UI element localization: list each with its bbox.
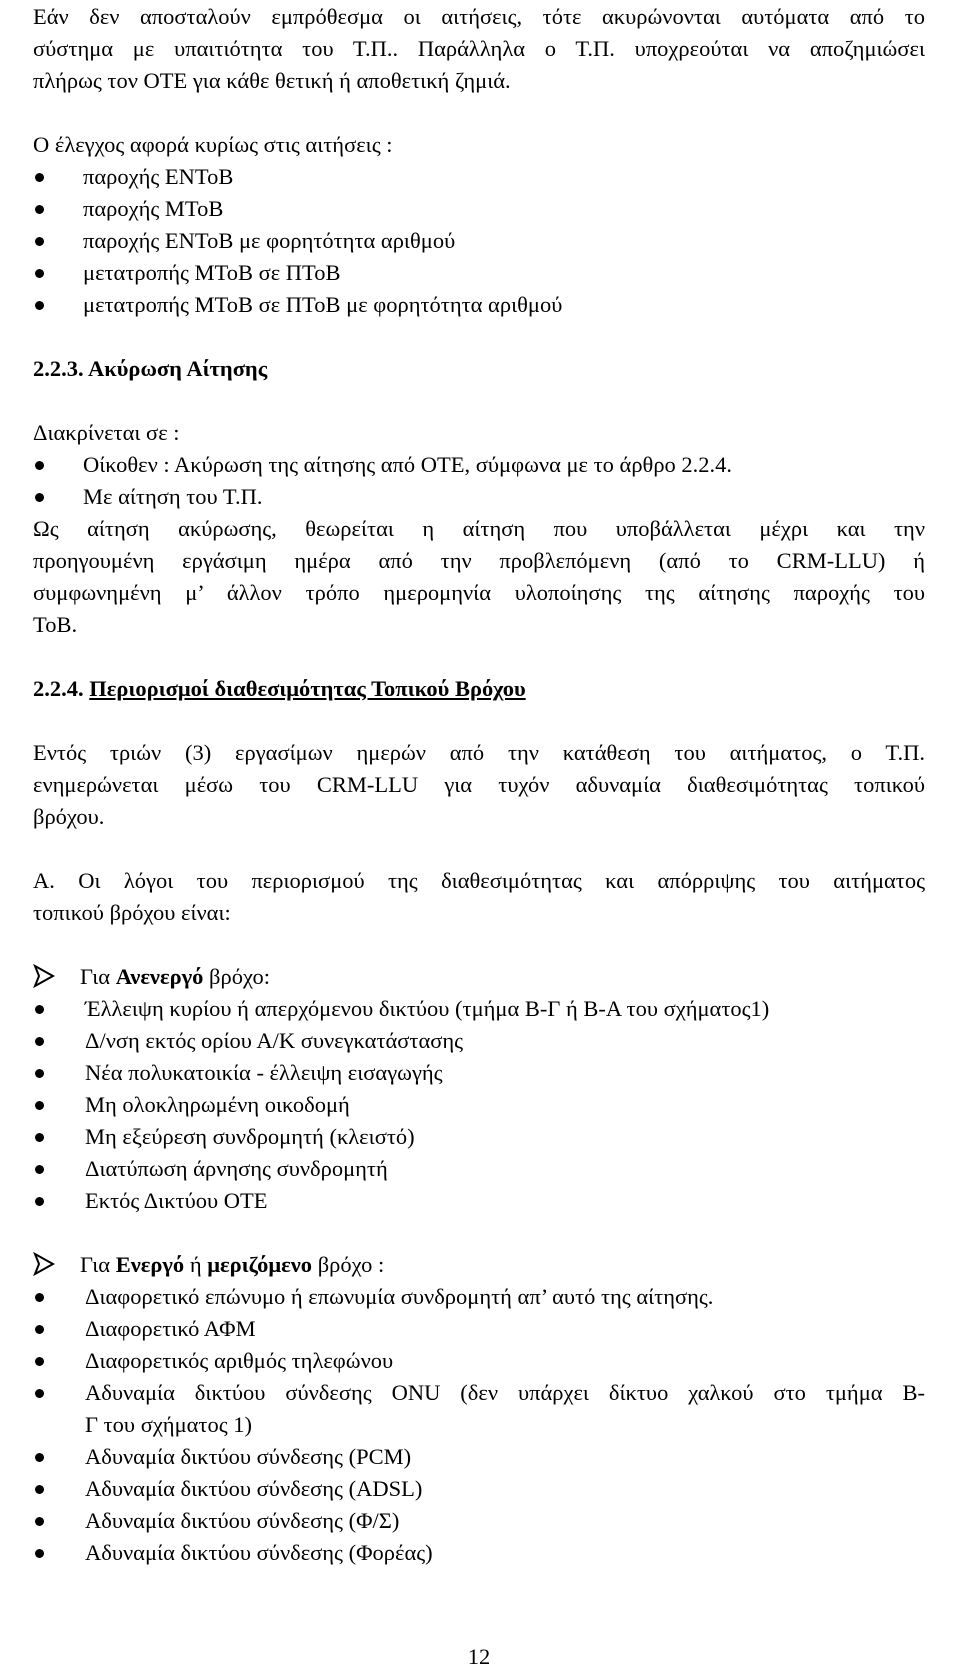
bullet-icon: [35, 1101, 44, 1110]
reasons-line-2: τοπικού βρόχου είναι:: [33, 900, 231, 925]
bullet-icon: [35, 1517, 44, 1526]
bullet-icon: [35, 1389, 44, 1398]
intro-line-1: Εάν δεν αποσταλούν εμπρόθεσμα οι αιτήσεις, τότε ακυρώνονται αυτόματα από το: [33, 4, 925, 29]
cancel-para-line-3: συμφωνημένη μ’ άλλον τρόπο ημερομηνία υλοποίησης της αίτησης παροχής του: [33, 580, 925, 605]
document-page: Εάν δεν αποσταλούν εμπρόθεσμα οι αιτήσεις, τότε ακυρώνονται αυτόματα από το σύστημα με υπαιτιότητα του Τ.Π.. Παράλληλα ο Τ.Π. υποχρεούται να αποζημιώσει πλήρως τον ΟΤΕ για κάθε θετική ή αποθετική ζημιά. Ο έλεγχος αφορά κυρίως στις αιτήσεις : παροχής ΕΝΤοΒ παροχής ΜΤοΒ παροχής ΕΝΤοΒ με φορητότητα αριθμού μετατροπής ΜΤοΒ σε ΠΤοΒ μετατροπής ΜΤοΒ σε ΠΤοΒ με φορητότητα αριθμού 2.2.3. Ακύρωση Αίτησης Διακρίνεται σε : Οίκοθεν : Ακύρωση της αίτησης από ΟΤΕ, σύμφωνα με το άρθρο 2.2.4. Με αίτηση του Τ.Π. Ως αίτηση ακύρωσης, θεωρείται η αίτηση που υποβάλλεται μέχρι και την προηγουμένη εργάσιμη ημέρα από την προβλεπόμενη (από το CRM-LLU) ή συμφωνημένη μ’ άλλον τρόπο ημερομηνία υλοποίησης της αίτησης παροχής του ΤοΒ. 2.2.4. Περιορισμοί διαθεσιμότητας Τοπικού Βρόχου Εντός τριών (3) εργασίμων ημερών από την κατάθεση του αιτήματος, ο Τ.Π. ενημερώνεται μέσω του CRM-LLU για τυχόν αδυναμία διαθεσιμότητας τοπικού βρόχου. Α. Οι λόγοι του περιορισμού της διαθεσιμότητας και απόρριψης του αιτήματος τοπικού βρόχου είναι: Για Ανενεργό βρόχο: Έλλειψη κυρίου ή απερχόμενου δικτύου (τμήμα Β-Γ ή Β-Α του σχήματος1) Δ/νση εκτός ορίου Α/Κ συνεγκατάστασης Νέα πολυκατοικία - έλλειψη εισαγωγής Μη ολοκληρωμένη οικοδομή Μη εξεύρεση συνδρομητή (κλειστό) Διατύπωση άρνησης συνδρομητή Εκτός Δικτύου ΟΤΕ Για Ενεργό ή μεριζόμενο βρόχο : Διαφορετικό επώνυμο ή επωνυμία συνδρομητή απ’ αυτό της αίτησης. Διαφορετικό ΑΦΜ Διαφορετικός αριθμός τηλεφώνου Αδυναμία δικτύου σύνδεσης ONU (δεν υπάρχει δίκτυο χαλκού στο τμήμα Β- Γ του σχήματος 1) Αδυναμία δικτύου σύνδεσης (PCM) Αδυναμία δικτύου σύνδεσης (ADSL) Αδυναμία δικτύου σύνδεσης (Φ/Σ) Αδυναμία δικτύου σύνδεσης (Φορέας) 12: [33, 0, 925, 1678]
section-heading-2-2-4: [33, 672, 526, 705]
bullet-icon: [35, 1485, 44, 1494]
bullet-icon: [35, 1133, 44, 1142]
section-title: Περιορισμοί διαθεσιμότητας Τοπικού Βρόχου: [89, 676, 526, 701]
reasons-line-1: Α. Οι λόγοι του περιορισμού της διαθεσιμότητας και απόρριψης του αιτήματος: [33, 868, 925, 893]
arrowhead-bullet-icon: [33, 1252, 55, 1276]
bullet-icon: [35, 1165, 44, 1174]
intro-line-3: πλήρως τον ΟΤΕ για κάθε θετική ή αποθετική ζημιά.: [33, 68, 511, 93]
bullet-icon: [35, 493, 44, 502]
bullet-icon: [35, 461, 44, 470]
bullet-icon: [35, 1325, 44, 1334]
section-lead: Διακρίνεται σε :: [33, 420, 180, 445]
section-heading-2-2-3: 2.2.3. Ακύρωση Αίτησης: [33, 356, 268, 381]
control-lead: Ο έλεγχος αφορά κυρίως στις αιτήσεις :: [33, 132, 393, 157]
cancel-para-line-4: ΤοΒ.: [33, 612, 78, 637]
intro-line-2: σύστημα με υπαιτιότητα του Τ.Π.. Παράλληλα ο Τ.Π. υποχρεούται να αποζημιώσει: [33, 36, 925, 61]
bullet-icon: [35, 205, 44, 214]
limits-para-line-2: ενημερώνεται μέσω του CRM-LLU για τυχόν αδυναμία διαθεσιμότητας τοπικού: [33, 772, 925, 797]
arrowhead-bullet-icon: [33, 964, 55, 988]
bullet-icon: [35, 1197, 44, 1206]
page-number: 12: [467, 1644, 491, 1669]
cancel-para-line-2: προηγουμένη εργάσιμη ημέρα από την προβλεπόμενη (από το CRM-LLU) ή: [33, 548, 925, 573]
section-number: 2.2.4.: [33, 676, 84, 701]
bullet-icon: [35, 1069, 44, 1078]
bullet-icon: [35, 269, 44, 278]
cancel-para-line-1: Ως αίτηση ακύρωσης, θεωρείται η αίτηση που υποβάλλεται μέχρι και την: [33, 516, 925, 541]
bullet-icon: [35, 1005, 44, 1014]
bullet-icon: [35, 173, 44, 182]
bullet-icon: [35, 1357, 44, 1366]
bullet-icon: [35, 1037, 44, 1046]
bullet-icon: [35, 1549, 44, 1558]
limits-para-line-1: Εντός τριών (3) εργασίμων ημερών από την κατάθεση του αιτήματος, ο Τ.Π.: [33, 740, 925, 765]
bullet-icon: [35, 1453, 44, 1462]
bullet-icon: [35, 301, 44, 310]
bullet-icon: [35, 237, 44, 246]
bullet-icon: [35, 1293, 44, 1302]
limits-para-line-3: βρόχου.: [33, 804, 105, 829]
